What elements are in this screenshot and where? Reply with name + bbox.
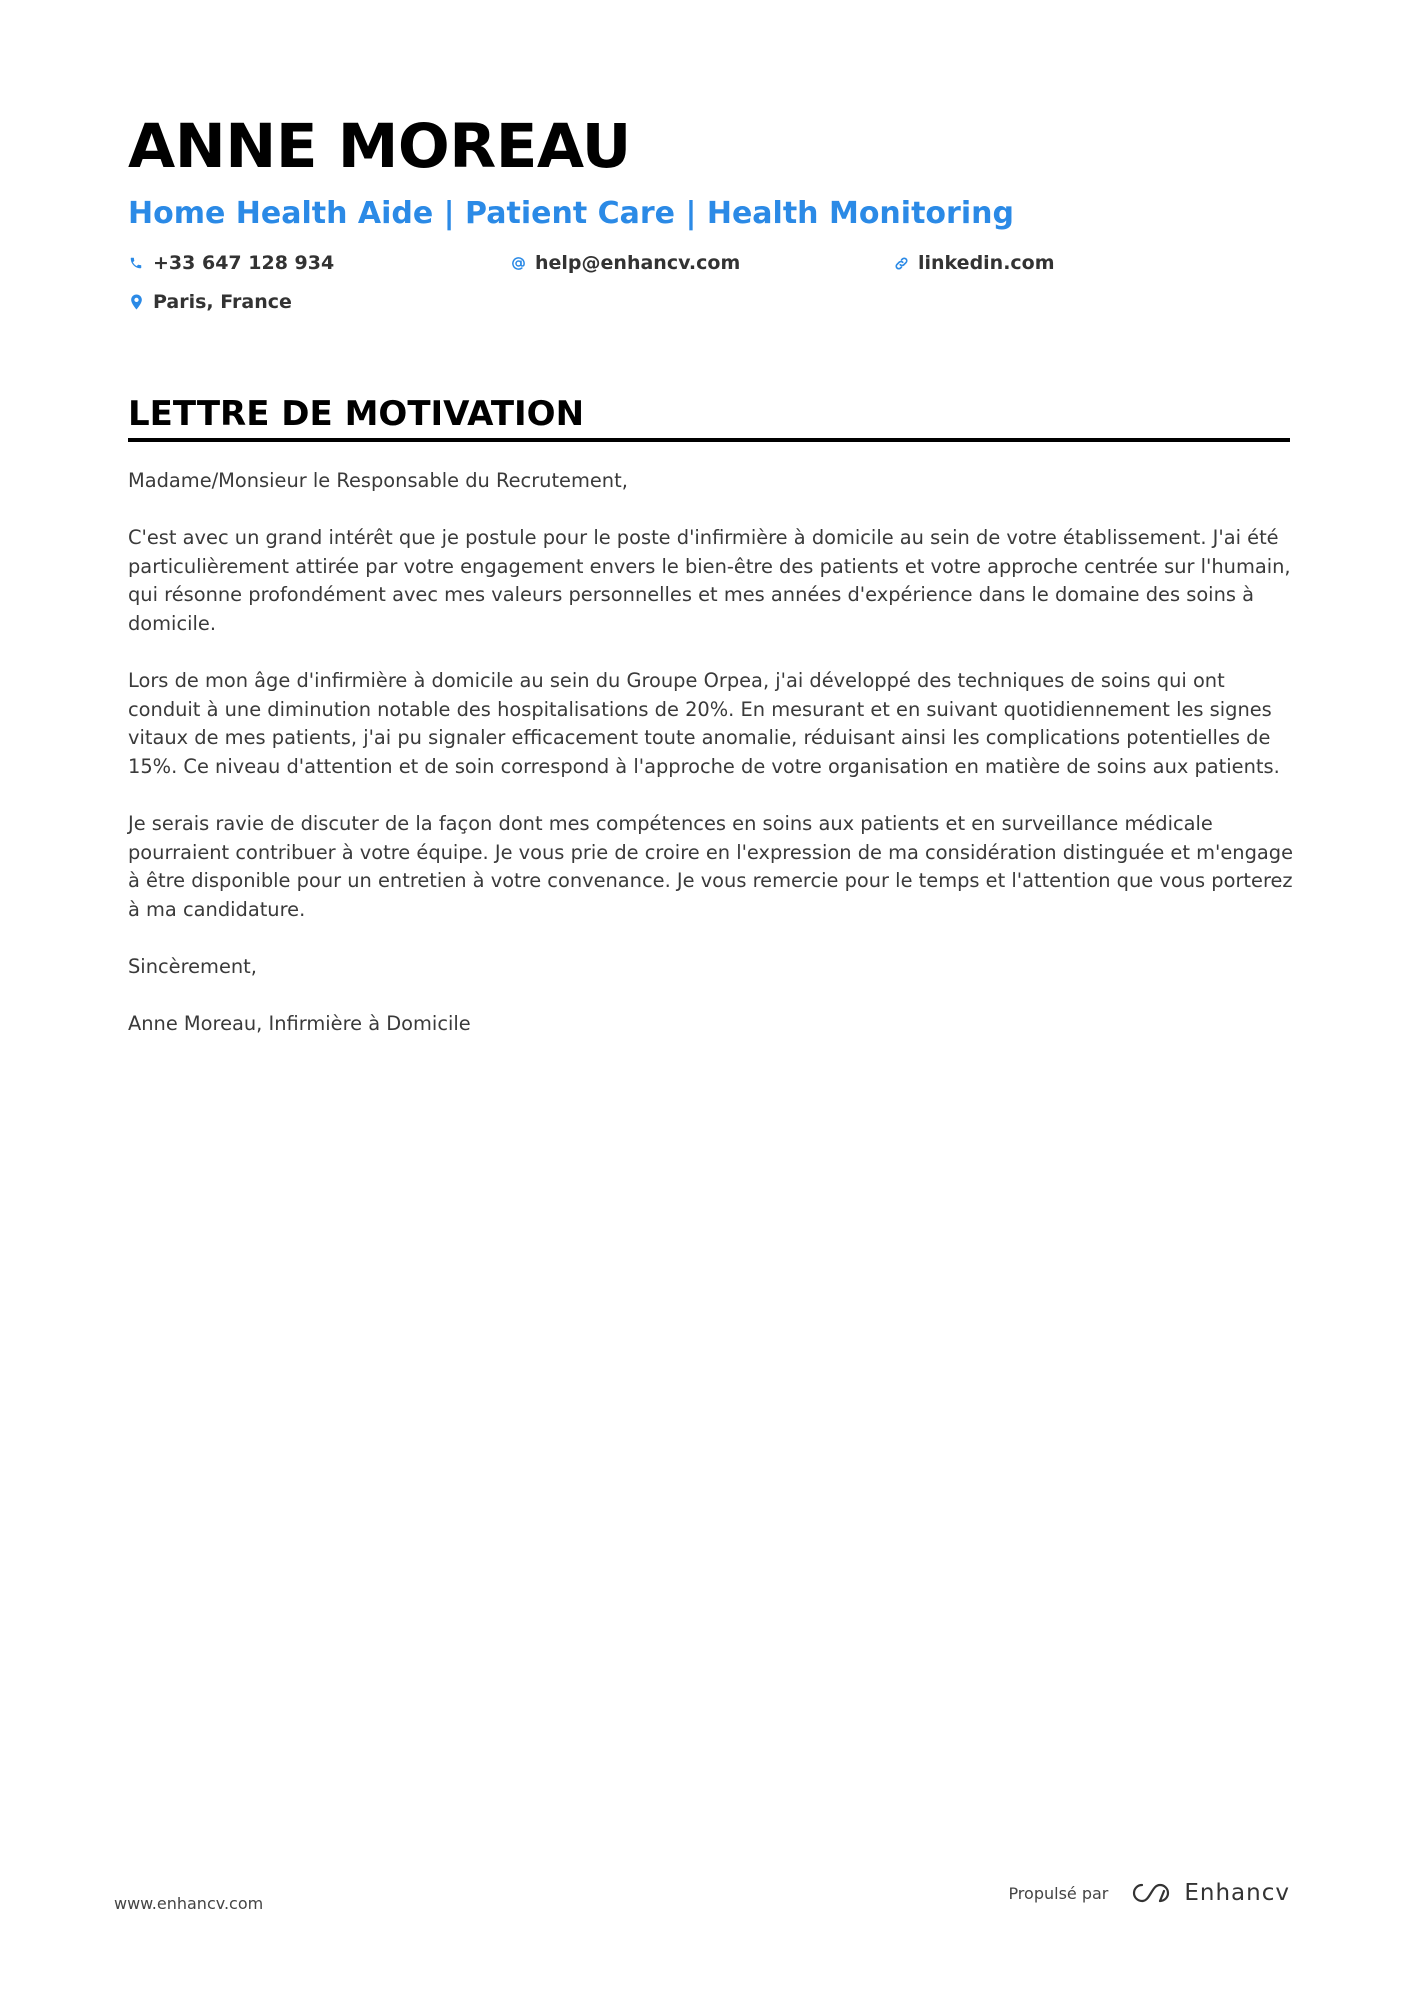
contact-link[interactable] [893,250,1055,276]
header [128,110,1290,330]
phone-text: +33 647 128 934 [153,252,335,274]
candidate-headline: Home Health Aide | Patient Care | Health Monitoring [128,196,1014,231]
letter-closing: Sincèrement, [128,955,257,979]
powered-by-label: Propulsé par [1008,1883,1109,1903]
link-icon [893,254,909,272]
location-text: Paris, France [153,291,292,313]
candidate-name: ANNE MOREAU [128,111,631,182]
letter-paragraph: C'est avec un grand intérêt que je postule pour le poste d'infirmière à domicile au sein de votre établissement. J'ai été particulièrement attirée par votre engagement envers le bien-être des patients et votre approche centrée sur l'humain, qui résonne profondément avec mes valeurs personnelles et mes années d'expérience dans le domaine des soins à domicile. [128,526,1291,635]
at-icon [510,254,526,272]
footer-website[interactable]: www.enhancv.com [114,1894,264,1913]
contact-phone [128,250,334,276]
letter-body [128,467,1293,1067]
brand-name: Enhancv [1184,1880,1290,1906]
enhancv-logo-icon [1128,1880,1174,1906]
letter-paragraph: Lors de mon âge d'infirmière à domicile au sein du Groupe Orpea, j'ai développé des techniques de soins qui ont conduit à une diminution notable des hospitalisations de 20%. En mesurant et en suivant quotidiennement les signes vitaux de mes patients, j'ai pu signaler efficacement toute anomalie, réduisant ainsi les complications potentielles de 15%. Ce niveau d'attention et de soin correspond à l'approche de votre organisation en matière de soins aux patients. [128,669,1280,778]
link-text: linkedin.com [918,252,1055,274]
section-title: LETTRE DE MOTIVATION [128,394,585,434]
contact-location [128,289,292,315]
contact-email[interactable] [510,250,740,276]
section-divider [128,438,1290,442]
location-pin-icon [128,293,144,311]
contact-info [128,250,1290,330]
letter-salutation: Madame/Monsieur le Responsable du Recrutement, [128,469,628,492]
footer-branding [1008,1880,1290,1906]
phone-icon [128,254,144,272]
email-text: help@enhancv.com [535,252,741,274]
letter-paragraph: Je serais ravie de discuter de la façon dont mes compétences en soins aux patients et en surveillance médicale pourraient contribuer à votre équipe. Je vous prie de croire en l'expression de ma considération distinguée et m'engage à être disponible pour un entretien à votre convenance. Je vous remercie pour le temps et l'attention que vous porterez à ma candidature. [128,812,1293,921]
letter-signature: Anne Moreau, Infirmière à Domicile [128,1012,471,1036]
